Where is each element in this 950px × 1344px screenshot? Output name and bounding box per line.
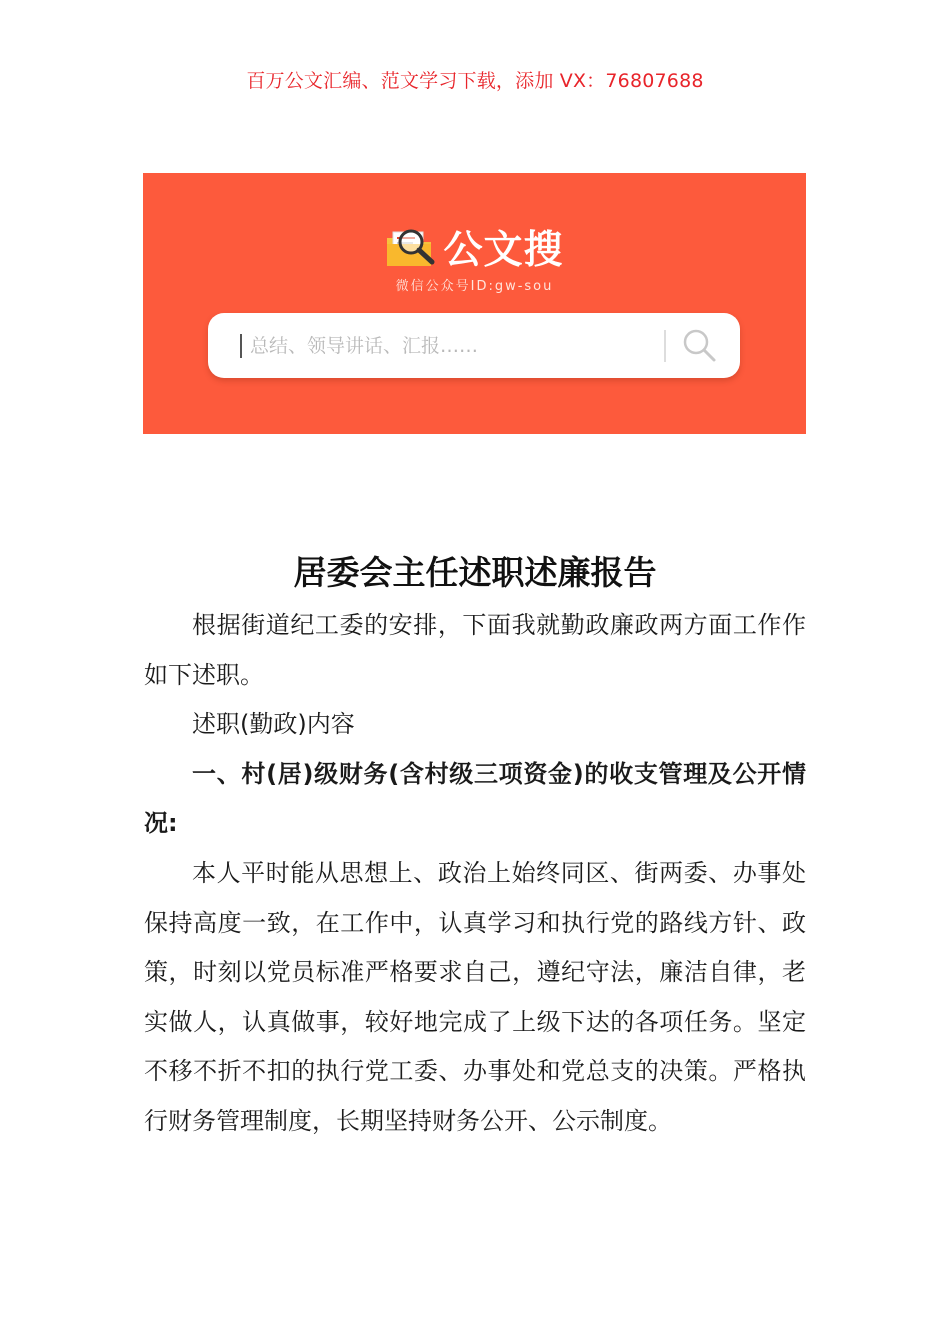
text-caret [240, 334, 242, 358]
folder-magnifier-icon [385, 224, 439, 270]
paragraph-section-label: 述职(勤政)内容 [192, 710, 355, 739]
search-input[interactable] [250, 330, 630, 362]
paragraph-body: 本人平时能从思想上、政治上始终同区、街两委、办事处保持高度一致，在工作中，认真学习和执行党的路线方针、政策，时刻以党员标准严格要求自己，遵纪守法，廉洁自律，老实做人，认真做事，较好地完成了上级下达的各项任务。坚定不移不折不扣的执行党工委、办事处和党总支的决策。严格执行财务管理制度，长期坚持财务公开、公示制度。 [144, 858, 806, 1135]
top-notice: 百万公文汇编、范文学习下载，添加 VX：76807688 [246, 70, 704, 92]
paragraph-intro: 根据街道纪工委的安排，下面我就勤政廉政两方面工作作如下述职。 [144, 611, 806, 689]
search-bar [208, 313, 740, 378]
document-title: 居委会主任述职述廉报告 [293, 553, 657, 592]
document-body [144, 545, 806, 1147]
logo-subtitle: 微信公众号ID:gw-sou [395, 279, 554, 294]
search-icon[interactable] [680, 327, 720, 365]
search-divider [664, 330, 666, 362]
search-banner [143, 173, 806, 434]
section-heading: 一、村(居)级财务(含村级三项资金)的收支管理及公开情况: [144, 759, 806, 838]
logo-text: 公文搜 [443, 228, 564, 273]
logo [143, 221, 806, 273]
